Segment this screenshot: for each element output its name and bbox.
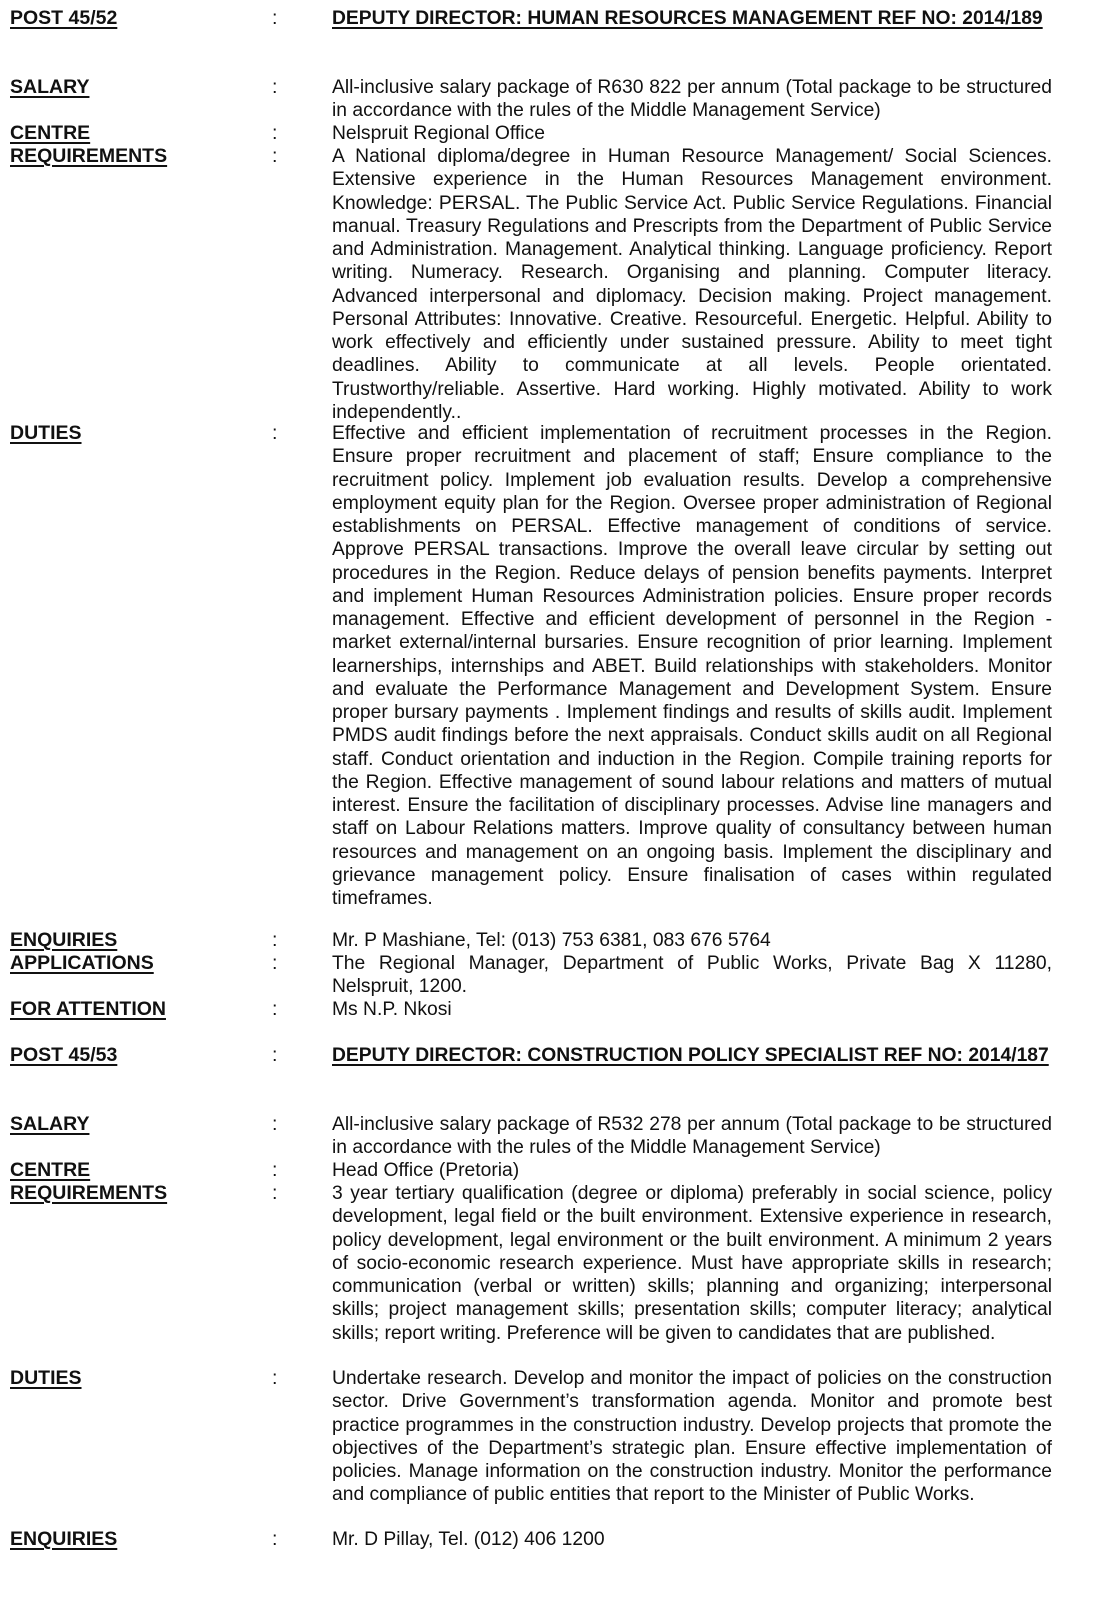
separator: :	[272, 1044, 278, 1066]
centre-value: Nelspruit Regional Office	[332, 123, 545, 144]
separator: :	[272, 76, 278, 98]
centre-label: CENTRE	[10, 1159, 91, 1181]
salary-label: SALARY	[10, 76, 90, 98]
salary-value: All-inclusive salary package of R532 278 per annum (Total package to be structured in accordance with the rules of the Middle Management Service)	[332, 1114, 1052, 1159]
requirements-label: REQUIREMENTS	[10, 145, 168, 167]
separator: :	[272, 1182, 278, 1204]
enquiries-label: ENQUIRIES	[10, 1528, 118, 1550]
duties-label: DUTIES	[10, 422, 82, 444]
requirements-value: 3 year tertiary qualification (degree or diploma) preferably in social science, policy development, legal field or the built environment. Extensive experience in research, policy development, legal environment or the built environment. A minimum 2 years of socio-economic research experience. Must have appropriate skills in research; communication (verbal or written) skills; planning and organizing; interpersonal skills; project management skills; presentation skills; computer literacy; analytical skills; report writing. Preference will be given to candidates that are published.	[332, 1183, 1052, 1344]
applications-value: The Regional Manager, Department of Public Works, Private Bag X 11280, Nelspruit, 1200.	[332, 953, 1052, 998]
separator: :	[272, 1528, 278, 1550]
post-number: POST 45/53	[10, 1044, 118, 1066]
centre-value: Head Office (Pretoria)	[332, 1160, 520, 1181]
separator: :	[272, 145, 278, 167]
separator: :	[272, 1113, 278, 1135]
duties-label: DUTIES	[10, 1367, 82, 1389]
separator: :	[272, 422, 278, 444]
separator: :	[272, 929, 278, 951]
post-title: DEPUTY DIRECTOR: CONSTRUCTION POLICY SPECIALIST REF NO: 2014/187	[332, 1045, 1049, 1066]
requirements-label: REQUIREMENTS	[10, 1182, 168, 1204]
enquiries-value: Mr. P Mashiane, Tel: (013) 753 6381, 083 676 5764	[332, 930, 771, 951]
requirements-value: A National diploma/degree in Human Resource Management/ Social Sciences. Extensive experience in the Human Resources Management environment. Knowledge: PERSAL. The Public Service Act. Public Service Regulations. Financial manual. Treasury Regulations and Prescripts from the Department of Public Service and Administration. Management. Analytical thinking. Language proficiency. Report writing. Numeracy. Research. Organising and planning. Computer literacy. Advanced interpersonal and diplomacy. Decision making. Project management. Personal Attributes: Innovative. Creative. Resourceful. Energetic. Helpful. Ability to work effectively and efficiently under sustained pressure. Ability to meet tight deadlines. Ability to communicate at all levels. People orientated. Trustworthy/reliable. Assertive. Hard working. Highly motivated. Ability to work independently..	[332, 146, 1052, 423]
duties-value: Effective and efficient implementation of recruitment processes in the Region. Ensure proper recruitment and placement of staff; Ensure compliance to the recruitment policy. Implement job evaluation results. Develop a comprehensive employment equity plan for the Region. Oversee proper administration of Regional establishments on PERSAL. Effective management of conditions of service. Approve PERSAL transactions. Improve the overall leave circular by setting out procedures in the Region. Reduce delays of pension benefits payments. Interpret and implement Human Resources Administration policies. Ensure proper records management. Effective and efficient development of personnel in the Region - market external/internal bursaries. Ensure recognition of prior learning. Implement learnerships, internships and ABET. Build relationships with stakeholders. Monitor and evaluate the Performance Management and Development System. Ensure proper bursary payments . Implement findings and results of skills audit. Implement PMDS audit findings before the next appraisals. Conduct skills audit on all Regional staff. Conduct orientation and induction in the Region. Compile training reports for the Region. Effective management of sound labour relations and matters of mutual interest. Ensure the facilitation of disciplinary processes. Advise line managers and staff on Labour Relations matters. Improve quality of consultancy between human resources and management on an ongoing basis. Implement the disciplinary and grievance management policy. Ensure finalisation of cases within regulated timeframes.	[332, 423, 1052, 909]
attention-value: Ms N.P. Nkosi	[332, 999, 452, 1020]
salary-value: All-inclusive salary package of R630 822 per annum (Total package to be structured in accordance with the rules of the Middle Management Service)	[332, 77, 1052, 122]
salary-label: SALARY	[10, 1113, 90, 1135]
centre-label: CENTRE	[10, 122, 91, 144]
duties-value: Undertake research. Develop and monitor the impact of policies on the construction sector. Drive Government’s transformation agenda. Monitor and promote best practice programmes in the construction industry. Develop projects that promote the objectives of the Department’s strategic plan. Ensure effective implementation of policies. Manage information on the construction industry. Monitor the performance and compliance of public entities that report to the Minister of Public Works.	[332, 1368, 1052, 1506]
applications-label: APPLICATIONS	[10, 952, 154, 974]
separator: :	[272, 7, 278, 29]
separator: :	[272, 1367, 278, 1389]
enquiries-value: Mr. D Pillay, Tel. (012) 406 1200	[332, 1529, 605, 1550]
post-number: POST 45/52	[10, 7, 118, 29]
separator: :	[272, 952, 278, 974]
separator: :	[272, 122, 278, 144]
separator: :	[272, 998, 278, 1020]
post-title: DEPUTY DIRECTOR: HUMAN RESOURCES MANAGEMENT REF NO: 2014/189	[332, 8, 1043, 29]
separator: :	[272, 1159, 278, 1181]
enquiries-label: ENQUIRIES	[10, 929, 118, 951]
attention-label: FOR ATTENTION	[10, 998, 166, 1020]
